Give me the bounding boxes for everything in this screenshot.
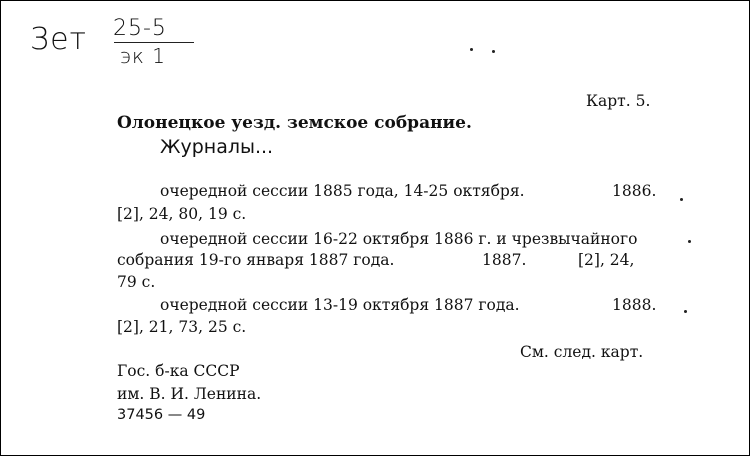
entry-3-year: 1888. <box>612 296 657 314</box>
stray-mark <box>492 50 495 53</box>
fraction-line <box>114 42 194 43</box>
handwritten-fraction-top: 25-5 <box>113 16 167 41</box>
entry-1-line1: очередной сессии 1885 года, 14-25 октября. <box>160 182 525 200</box>
entry-2-volume: [2], 24, <box>578 251 635 269</box>
handwritten-fraction-bottom: эк 1 <box>120 44 166 68</box>
entry-1-year: 1886. <box>612 182 657 200</box>
entry-2-line1: очередной сессии 16-22 октября 1886 г. и чрезвычайного <box>160 230 638 248</box>
handwritten-prefix: Зет <box>30 22 88 57</box>
library-line3: 37456 — 49 <box>117 407 206 423</box>
entry-3-line2: [2], 21, 73, 25 с. <box>117 318 247 336</box>
library-line2: им. В. И. Ленина. <box>117 385 262 403</box>
heading: Олонецкое уезд. земское собрание. <box>117 113 472 133</box>
stray-mark <box>470 48 473 51</box>
stray-mark <box>680 198 683 201</box>
entry-2-year: 1887. <box>482 251 527 269</box>
entry-1-line2: [2], 24, 80, 19 с. <box>117 205 247 223</box>
library-line1: Гос. б-ка СССР <box>117 362 240 380</box>
subtitle: Журналы... <box>160 136 274 158</box>
entry-3-line1: очередной сессии 13-19 октября 1887 года. <box>160 296 520 314</box>
card-number: Карт. 5. <box>586 92 651 110</box>
entry-2-line2: собрания 19-го января 1887 года. <box>117 251 395 269</box>
stray-mark <box>688 240 691 243</box>
stray-mark <box>684 310 687 313</box>
entry-2-line3: 79 с. <box>117 273 156 291</box>
see-next-card: См. след. карт. <box>520 343 644 361</box>
